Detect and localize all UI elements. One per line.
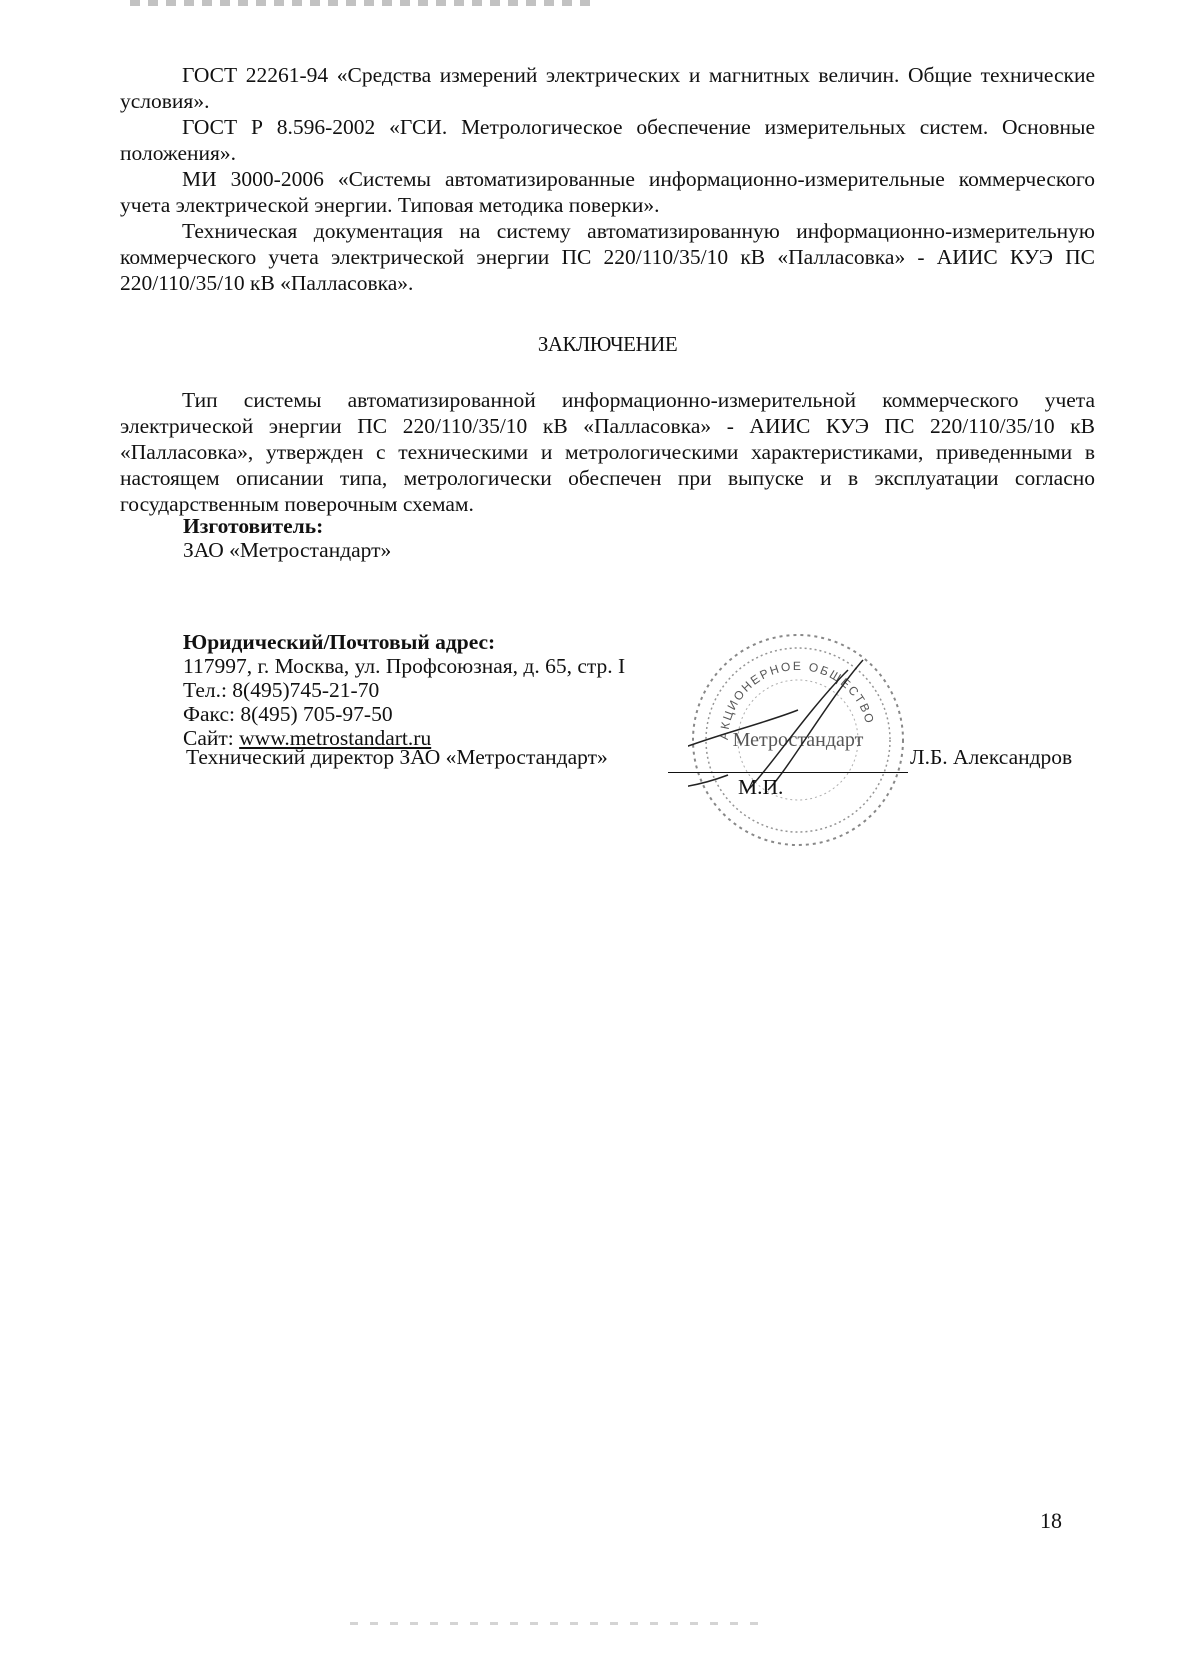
site-label: Сайт: [183,726,240,750]
stamp-arc-text: АКЦИОНЕРНОЕ ОБЩЕСТВО [716,658,878,741]
address-street: 117997, г. Москва, ул. Профсоюзная, д. 65, стр. I [183,654,626,678]
scan-artifact-top [130,0,590,6]
reference-tech-docs: Техническая документация на систему автоматизированную информационно-измерительную коммерческого учета электрической энергии ПС 220/110/35/10 кВ «Палласовка» - АИИС КУЭ ПС 220/110/35/10 кВ «Палласовка». [120,219,1095,295]
document-page [120,62,1095,517]
company-stamp-icon [688,630,908,850]
conclusion-text: Тип системы автоматизированной информационно-измерительной коммерческого учета электрической энергии ПС 220/110/35/10 кВ «Палласовка» - АИИС КУЭ ПС 220/110/35/10 кВ «Палласовка», утвержден с техническими и метрологическими характеристиками, приведенными в настоящем описании типа, метрологически обеспечен при выпуске и в эксплуатации согласно государственным поверочным схемам. [120,388,1095,516]
reference-gost-22261: ГОСТ 22261-94 «Средства измерений электрических и магнитных величин. Общие технические условия». [120,63,1095,113]
address-fax: Факс: 8(495) 705-97-50 [183,702,393,726]
address-label: Юридический/Почтовый адрес: [183,630,496,654]
director-title: Технический директор ЗАО «Метростандарт» [186,745,608,769]
manufacturer-name: ЗАО «Метростандарт» [183,538,392,562]
site-link[interactable]: www.metrostandart.ru [239,726,432,750]
conclusion-heading: ЗАКЛЮЧЕНИЕ [537,332,678,356]
manufacturer-block [183,514,391,562]
address-phone: Тел.: 8(495)745-21-70 [183,678,380,702]
address-block [183,630,625,750]
reference-mi-3000: МИ 3000-2006 «Системы автоматизированные информационно-измерительные коммерческого учета электрической энергии. Типовая методика поверки». [120,167,1095,217]
signature-line [668,772,908,773]
manufacturer-label: Изготовитель: [183,514,324,538]
signatory-name: Л.Б. Александров [910,745,1073,769]
stamp-center-text: Метростандарт [732,729,864,751]
page-number: 18 [1040,1508,1062,1533]
reference-gost-r-8596: ГОСТ Р 8.596-2002 «ГСИ. Метрологическое обеспечение измерительных систем. Основные положения». [120,115,1095,165]
scan-artifact-bottom [350,1622,770,1625]
seal-mark: М.П. [738,775,784,799]
